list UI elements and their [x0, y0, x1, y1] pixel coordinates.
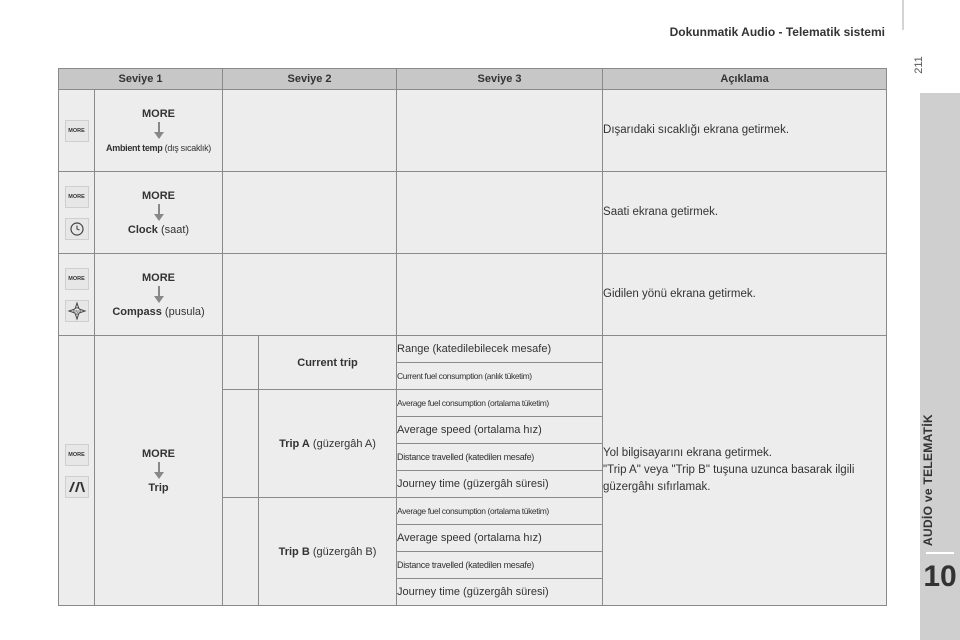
column-header-level2: Seviye 2 [223, 69, 397, 90]
spacer-cell [223, 336, 259, 390]
description-cell: Gidilen yönü ekrana getirmek. [603, 254, 887, 336]
level3-item: Average fuel consumption (ortalama tüketim) [397, 498, 603, 525]
chapter-label: AUDİO ve TELEMATİK [921, 414, 935, 546]
page-number: 211 [913, 56, 925, 74]
level2-cell [223, 90, 397, 172]
level3-item: Average speed (ortalama hız) [397, 525, 603, 552]
description-cell: Saati ekrana getirmek. [603, 172, 887, 254]
column-header-level1: Seviye 1 [59, 69, 223, 90]
more-icon: MORE [65, 186, 89, 208]
level3-cell [397, 90, 603, 172]
level3-item: Average fuel consumption (ortalama tüketim) [397, 390, 603, 417]
trip-a-label: Trip A (güzergâh A) [259, 390, 397, 498]
icon-cell [59, 336, 95, 606]
arrow-down-icon [154, 462, 164, 480]
menu-table [58, 68, 887, 606]
level2-cell [223, 172, 397, 254]
level3-item: Range (katedilebilecek mesafe) [397, 336, 603, 363]
level3-cell [397, 172, 603, 254]
svg-text:N: N [74, 308, 79, 314]
level3-item: Distance travelled (katedilen mesafe) [397, 444, 603, 471]
chapter-number: 10 [923, 560, 957, 593]
column-header-level3: Seviye 3 [397, 69, 603, 90]
level1-cell [95, 336, 223, 606]
page-title: Dokunmatik Audio - Telematik sistemi [669, 25, 885, 39]
column-header-description: Açıklama [603, 69, 887, 90]
trip-description-line2: "Trip A" veya "Trip B" tuşuna uzunca basarak ilgili güzergâhı sıfırlamak. [603, 464, 855, 493]
table-row [59, 254, 887, 336]
table-row [59, 172, 887, 254]
level3-item: Average speed (ortalama hız) [397, 417, 603, 444]
table-header-row [59, 69, 887, 90]
trip-description-cell [603, 336, 887, 606]
icon-cell [59, 254, 95, 336]
clock-label: Clock (saat) [127, 223, 190, 236]
compass-label: Compass (pusula) [112, 305, 205, 318]
level3-item: Distance travelled (katedilen mesafe) [397, 552, 603, 579]
more-label: MORE [142, 107, 175, 120]
trip-description-line1: Yol bilgisayarını ekrana getirmek. [603, 447, 772, 459]
more-icon: MORE [65, 444, 89, 466]
arrow-down-icon [154, 286, 164, 304]
description-cell: Dışarıdaki sıcaklığı ekrana getirmek. [603, 90, 887, 172]
table-row [59, 90, 887, 172]
more-label: MORE [142, 189, 175, 202]
more-icon: MORE [65, 120, 89, 142]
level3-item: Journey time (güzergâh süresi) [397, 579, 603, 606]
spacer-cell [223, 498, 259, 606]
trip-label: Trip [148, 481, 169, 494]
current-trip-label: Current trip [259, 336, 397, 390]
arrow-down-icon [154, 122, 164, 140]
level1-cell [95, 254, 223, 336]
level3-item: Current fuel consumption (anlık tüketim) [397, 363, 603, 390]
icon-cell [59, 90, 95, 172]
level2-cell [223, 254, 397, 336]
more-icon: MORE [65, 268, 89, 290]
chapter-divider [926, 552, 954, 554]
clock-icon [65, 218, 89, 240]
level3-cell [397, 254, 603, 336]
arrow-down-icon [154, 204, 164, 222]
more-label: MORE [142, 447, 175, 460]
top-divider [902, 0, 904, 30]
level1-cell [95, 90, 223, 172]
ambient-temp-label: Ambient temp (dış sıcaklık) [106, 142, 211, 153]
more-label: MORE [142, 271, 175, 284]
level3-item: Journey time (güzergâh süresi) [397, 471, 603, 498]
compass-icon [65, 300, 89, 322]
spacer-cell [223, 390, 259, 498]
icon-cell [59, 172, 95, 254]
trip-icon [65, 476, 89, 498]
trip-b-label: Trip B (güzergâh B) [259, 498, 397, 606]
level1-cell [95, 172, 223, 254]
table-row [59, 336, 887, 363]
